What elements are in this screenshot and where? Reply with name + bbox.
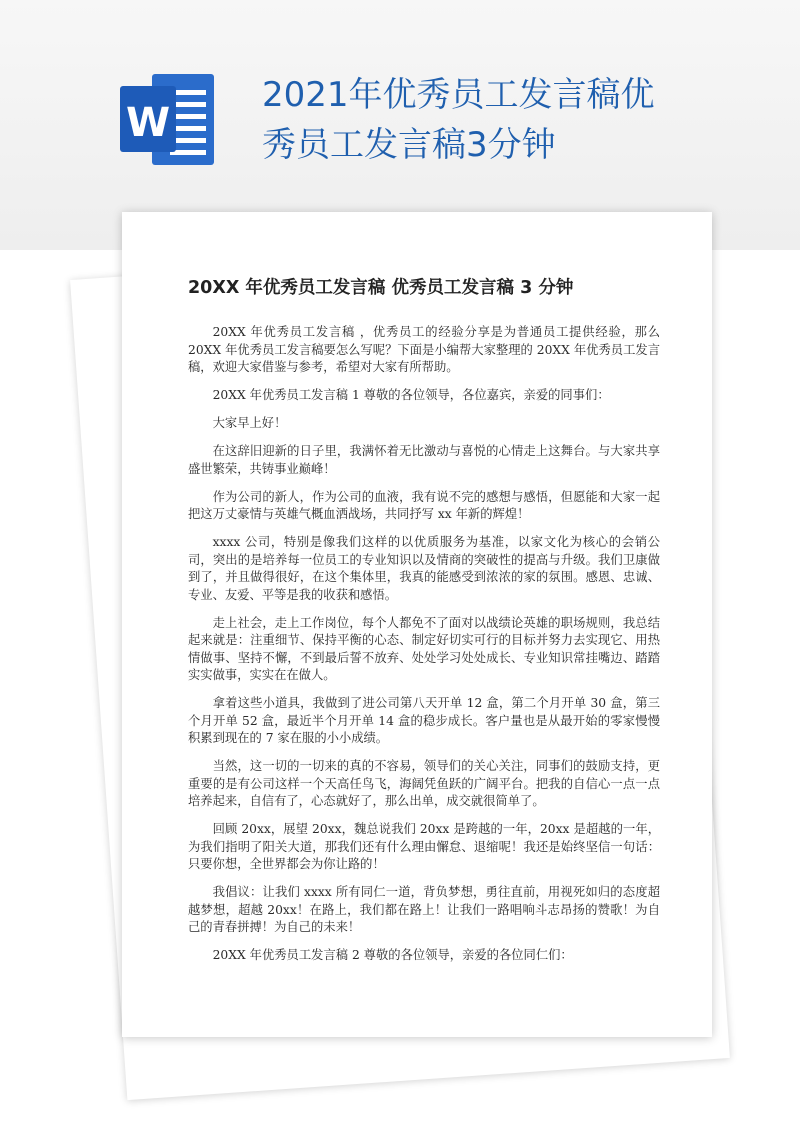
paragraph: 作为公司的新人，作为公司的血液，我有说不完的感想与感悟，但愿能和大家一起把这万丈豪情与英雄气概血洒战场，共同抒写 xx 年新的辉煌！ — [188, 489, 660, 521]
page-title-line1: 2021年优秀员工发言稿优 — [262, 75, 655, 115]
document-body — [188, 324, 660, 975]
document-title: 20XX 年优秀员工发言稿 优秀员工发言稿 3 分钟 — [188, 278, 574, 298]
paragraph: 当然，这一切的一切来的真的不容易，领导们的关心关注，同事们的鼓励支持，更重要的是有公司这样一个天高任鸟飞，海阔凭鱼跃的广阔平台。把我的自信心一点一点培养起来，自信有了，心态就好了，那么出单，成交就很简单了。 — [188, 759, 660, 808]
paragraph: 我倡议：让我们 xxxx 所有同仁一道，背负梦想，勇往直前，用视死如归的态度超越梦想，超越 20xx！在路上，我们都在路上！让我们一路唱响斗志昂扬的赞歌！为自己的青春拼搏！为自己的未来！ — [188, 885, 660, 934]
paragraph: 20XX 年优秀员工发言稿 ，优秀员工的经验分享是为普通员工提供经验，那么 20XX 年优秀员工发言稿要怎么写呢？下面是小编帮大家整理的 20XX 年优秀员工发言稿，欢迎大家借鉴与参考，希望对大家有所帮助。 — [188, 325, 660, 374]
page-title-line2: 秀员工发言稿3分钟 — [262, 125, 556, 165]
word-document-icon — [118, 72, 218, 167]
document-page — [122, 212, 712, 1037]
paragraph: 回顾 20xx，展望 20xx，魏总说我们 20xx 是跨越的一年，20xx 是超越的一年，为我们指明了阳关大道，那我们还有什么理由懈怠、退缩呢！我还是始终坚信一句话：只要你想，全世界都会为你让路的！ — [188, 822, 660, 871]
word-icon-letter: W — [125, 100, 171, 146]
page-title — [262, 70, 782, 170]
paragraph: 拿着这些小道具，我做到了进公司第八天开单 12 盒，第二个月开单 30 盒，第三个月开单 52 盒，最近半个月开单 14 盒的稳步成长。客户量也是从最开始的零家慢慢积累到现在的 7 家在服的小小成绩。 — [188, 696, 660, 745]
paragraph: 大家早上好！ — [212, 416, 287, 430]
paragraph: 20XX 年优秀员工发言稿 2 尊敬的各位领导，亲爱的各位同仁们： — [212, 948, 573, 962]
paragraph: 走上社会，走上工作岗位，每个人都免不了面对以战绩论英雄的职场规则，我总结起来就是：注重细节、保持平衡的心态、制定好切实可行的目标并努力去实现它、用热情做事、坚持不懈，不到最后誓不放弃、处处学习处处成长、专业知识常挂嘴边、踏踏实实做事，实实在在做人。 — [188, 615, 660, 682]
paragraph: 在这辞旧迎新的日子里，我满怀着无比激动与喜悦的心情走上这舞台。与大家共享盛世繁荣，共铸事业巅峰！ — [188, 444, 660, 476]
paragraph: xxxx 公司，特别是像我们这样的以优质服务为基准，以家文化为核心的会销公司，突出的是培养每一位员工的专业知识以及情商的突破性的提高与升级。我们卫康做到了，并且做得很好，在这个集体里，我真的能感受到浓浓的家的氛围。感恩、忠诚、专业、友爱、平等是我的收获和感悟。 — [188, 535, 660, 602]
paragraph: 20XX 年优秀员工发言稿 1 尊敬的各位领导，各位嘉宾，亲爱的同事们： — [212, 388, 610, 402]
